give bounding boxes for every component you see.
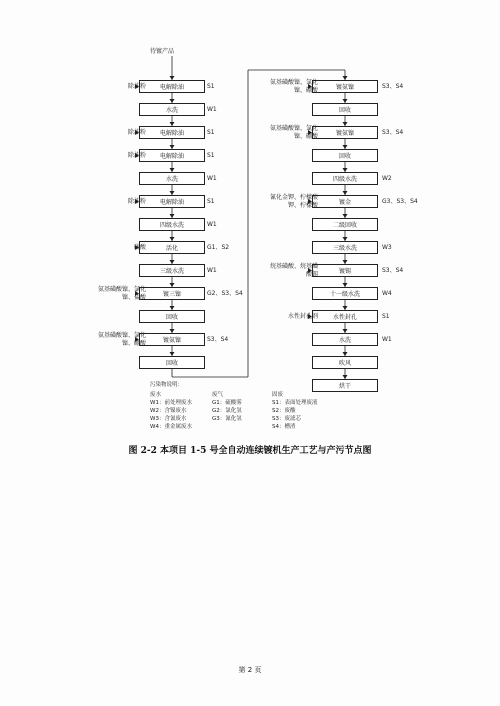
process-step-box: 镀氨镍 xyxy=(312,80,378,93)
step-output-label: G3、S3、S4 xyxy=(382,197,418,205)
step-output-label: W3 xyxy=(382,243,392,251)
page-number: 第 2 页 xyxy=(238,666,262,674)
step-input-label: 烷基磺酸、烷基磺酸锡 xyxy=(269,262,318,278)
step-output-label: S3、S4 xyxy=(382,82,404,90)
legend-item: W4：重金属废水 xyxy=(150,424,192,430)
legend-title: 污染物说明： xyxy=(150,382,184,388)
step-output-label: W4 xyxy=(382,289,392,297)
legend-item: G2：氯化氢 xyxy=(212,408,242,414)
step-output-label: W1 xyxy=(382,335,392,343)
legend-column-heading: 固废 xyxy=(272,392,284,398)
step-output-label: G1、S2 xyxy=(207,243,230,251)
legend-item: S2：废酸 xyxy=(272,408,296,414)
process-step-box: 回收 xyxy=(139,356,205,369)
legend-item: S3：废滤芯 xyxy=(272,416,301,422)
step-input-label: 氨基磺酸镍、氯化镍、盐酸 xyxy=(97,285,146,301)
process-step-box: 镀三镍 xyxy=(139,287,205,300)
step-output-label: S1 xyxy=(207,82,215,90)
process-step-box: 镀锡 xyxy=(312,264,378,277)
legend-item: W3：含氰废水 xyxy=(150,416,187,422)
legend-column-heading: 废水 xyxy=(150,392,162,398)
process-step-box: 镀氨镍 xyxy=(312,126,378,139)
process-step-box: 二级回收 xyxy=(312,218,378,231)
process-step-box: 活化 xyxy=(139,241,205,254)
step-output-label: S1 xyxy=(207,197,215,205)
legend-item: G3：氰化氢 xyxy=(212,416,242,422)
process-step-box: 吹风 xyxy=(312,356,378,369)
process-step-box: 镀氨镍 xyxy=(139,333,205,346)
step-output-label: W1 xyxy=(207,174,217,182)
step-output-label: S3、S4 xyxy=(382,128,404,136)
process-step-box: 回收 xyxy=(312,149,378,162)
step-input-label: 除油粉 xyxy=(127,197,146,205)
step-output-label: S1 xyxy=(207,128,215,136)
step-input-label: 除油粉 xyxy=(127,151,146,159)
process-step-box: 水性封孔 xyxy=(312,310,378,323)
step-input-label: 除油粉 xyxy=(127,82,146,90)
legend-item: W1：前处理废水 xyxy=(150,400,192,406)
process-step-box: 回收 xyxy=(312,103,378,116)
step-output-label: S1 xyxy=(382,312,390,320)
process-step-box: 水洗 xyxy=(139,103,205,116)
step-output-label: W2 xyxy=(382,174,392,182)
step-input-label: 硫酸 xyxy=(133,243,146,251)
step-input-label: 水性封孔剂 xyxy=(287,312,318,320)
process-step-box: 电解除油 xyxy=(139,80,205,93)
process-step-box: 水洗 xyxy=(312,333,378,346)
step-input-label: 氨基磺酸镍、氯化镍、硼酸 xyxy=(269,78,318,94)
process-step-box: 四级水洗 xyxy=(139,218,205,231)
step-output-label: S3、S4 xyxy=(382,266,404,274)
legend-item: S1：表面处理废液 xyxy=(272,400,318,406)
legend-column-heading: 废气 xyxy=(212,392,224,398)
step-input-label: 氰化金钾、柠檬酸钾、柠檬酸 xyxy=(269,193,318,209)
legend-item: G1：硫酸雾 xyxy=(212,400,242,406)
step-input-label: 除油粉 xyxy=(127,128,146,136)
process-step-box: 回收 xyxy=(139,310,205,323)
process-step-box: 烘干 xyxy=(312,379,378,392)
step-output-label: S3、S4 xyxy=(207,335,229,343)
process-step-box: 电解除油 xyxy=(139,149,205,162)
start-product-label: 待镀产品 xyxy=(150,48,175,55)
process-step-box: 镀金 xyxy=(312,195,378,208)
process-step-box: 电解除油 xyxy=(139,195,205,208)
legend-item: S4：槽渣 xyxy=(272,424,296,430)
step-input-label: 氨基磺酸镍、氯化镍、硼酸 xyxy=(97,331,146,347)
figure-caption: 图 2-2 本项目 1-5 号全自动连续镀机生产工艺与产污节点图 xyxy=(128,446,372,456)
step-output-label: W1 xyxy=(207,266,217,274)
process-step-box: 四级水洗 xyxy=(312,172,378,185)
process-step-box: 电解除油 xyxy=(139,126,205,139)
legend-item: W2：含镍废水 xyxy=(150,408,187,414)
step-output-label: W1 xyxy=(207,105,217,113)
process-step-box: 十一级水洗 xyxy=(312,287,378,300)
process-step-box: 水洗 xyxy=(139,172,205,185)
process-step-box: 三级水洗 xyxy=(312,241,378,254)
step-output-label: W1 xyxy=(207,220,217,228)
process-step-box: 三级水洗 xyxy=(139,264,205,277)
step-output-label: G2、S3、S4 xyxy=(207,289,243,297)
step-input-label: 氨基磺酸镍、氯化镍、硼酸 xyxy=(269,124,318,140)
step-output-label: S1 xyxy=(207,151,215,159)
